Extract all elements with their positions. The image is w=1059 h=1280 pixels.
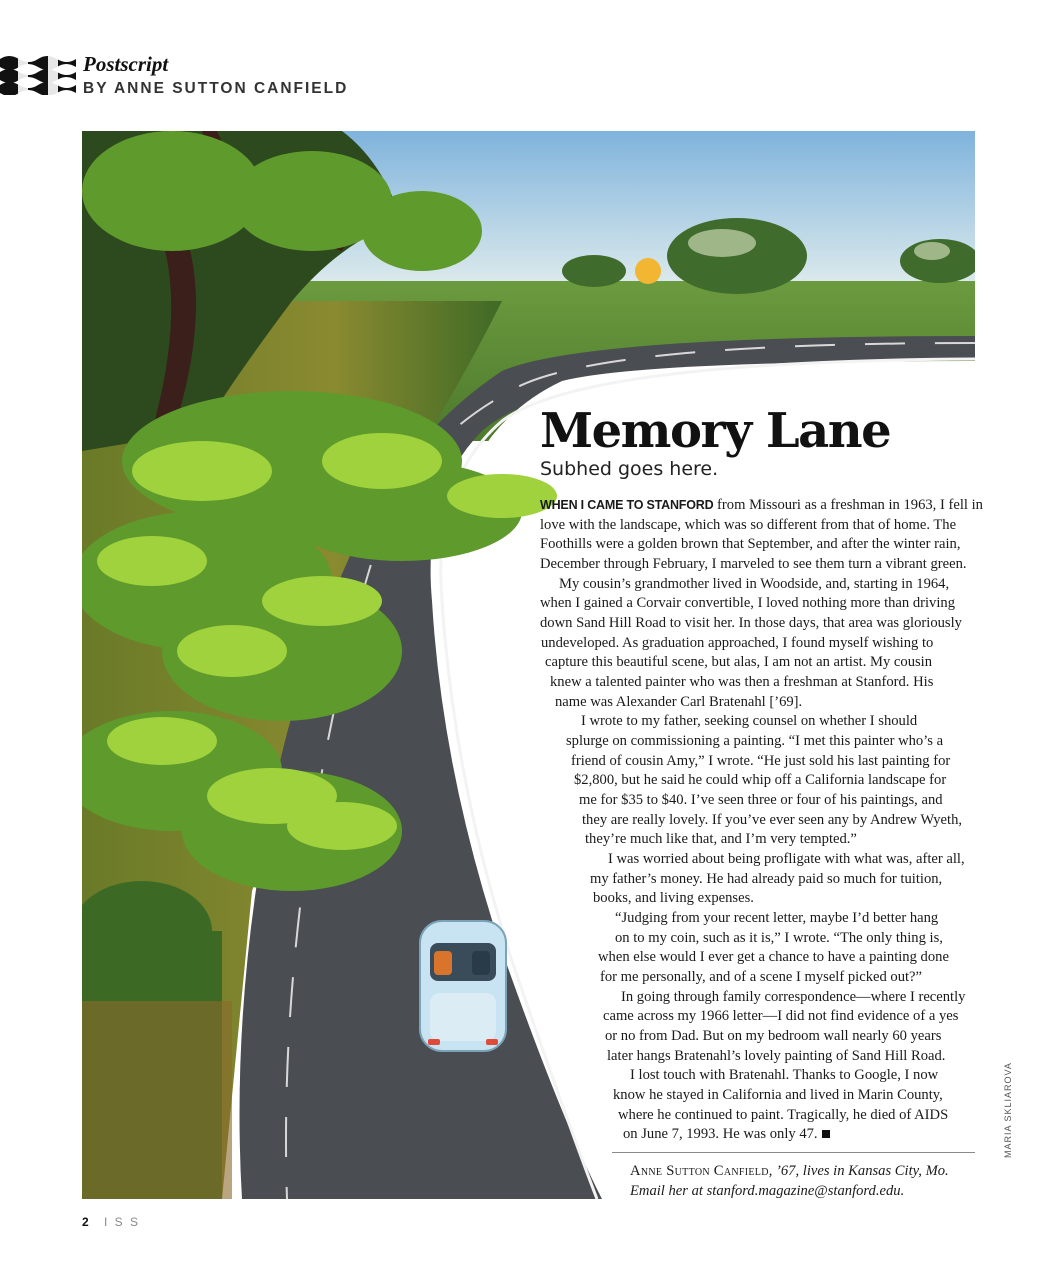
body-line: when I gained a Corvair convertible, I loved nothing more than driving (540, 595, 955, 611)
body-line: undeveloped. As graduation approached, I found myself wishing to (541, 635, 934, 651)
end-mark-icon (822, 1130, 830, 1138)
body-line: down Sand Hill Road to visit her. In those days, that area was gloriously (540, 615, 962, 631)
lead-in: WHEN I CAME TO STANFORD (540, 498, 714, 512)
body-line: where he continued to paint. Tragically, he died of AIDS (618, 1107, 949, 1123)
body-line: when else would I ever get a chance to have a painting done (598, 949, 949, 965)
illustration-credit: MARIA SKLIAROVA (1003, 1062, 1013, 1158)
body-line: I lost touch with Bratenahl. Thanks to Google, I now (630, 1067, 939, 1083)
body-line: In going through family correspondence—where I recently (621, 989, 966, 1005)
bio-divider (612, 1152, 975, 1153)
body-line: on June 7, 1993. He was only 47. (623, 1125, 830, 1145)
body-line: capture this beautiful scene, but alas, I am not an artist. My cousin (545, 654, 933, 670)
author-bio: Anne Sutton Canfield, ’67, lives in Kansas City, Mo. (630, 1163, 949, 1179)
body-line: later hangs Bratenahl’s lovely painting of Sand Hill Road. (607, 1048, 946, 1064)
body-line: My cousin’s grandmother lived in Woodside, and, starting in 1964, (559, 576, 950, 592)
body-line: me for $35 to $40. I’ve seen three or four of his paintings, and (579, 792, 943, 808)
author-email-line: Email her at stanford.magazine@stanford.edu. (630, 1183, 905, 1199)
body-line: WHEN I CAME TO STANFORD from Missouri as a freshman in 1963, I fell in (540, 497, 983, 513)
body-line: they’re much like that, and I’m very tempted.” (585, 831, 857, 847)
body-line: splurge on commissioning a painting. “I met this painter who’s a (566, 733, 944, 749)
body-line: they are really lovely. If you’ve ever seen any by Andrew Wyeth, (582, 812, 963, 828)
issue-mark: I S S (104, 1215, 141, 1229)
body-line: friend of cousin Amy,” I wrote. “He just sold his last painting for (571, 753, 951, 769)
body-line: know he stayed in California and lived in Marin County, (613, 1087, 943, 1103)
body-line: knew a talented painter who was then a freshman at Stanford. His (550, 674, 934, 690)
body-line: love with the landscape, which was so different from that of home. The (540, 517, 957, 533)
body-line: December through February, I marveled to see them turn a vibrant green. (540, 556, 967, 572)
article-subhed: Subhed goes here. (540, 458, 719, 480)
page-number: 2 (82, 1215, 89, 1229)
body-line: my father’s money. He had already paid so much for tuition, (590, 871, 943, 887)
body-line: I wrote to my father, seeking counsel on whether I should (581, 713, 918, 729)
body-line: Foothills were a golden brown that September, and after the winter rain, (540, 536, 961, 552)
author-name: Anne Sutton Canfield (630, 1163, 769, 1179)
body-line: I was worried about being profligate with what was, after all, (608, 851, 965, 867)
body-line: on to my coin, such as it is,” I wrote. “The only thing is, (615, 930, 943, 946)
body-line: $2,800, but he said he could whip off a California landscape for (574, 772, 947, 788)
body-line: “Judging from your recent letter, maybe I’d better hang (615, 910, 939, 926)
byline: BY ANNE SUTTON CANFIELD (83, 80, 349, 97)
article-title: Memory Lane (540, 403, 891, 459)
body-line: for me personally, and of a scene I myself picked out?” (600, 969, 923, 985)
checkered-flag-logo-icon (0, 55, 76, 95)
section-title: Postscript (83, 52, 169, 76)
body-line: books, and living expenses. (593, 890, 754, 906)
body-line: or no from Dad. But on my bedroom wall nearly 60 years (605, 1028, 942, 1044)
body-line: came across my 1966 letter—I did not find evidence of a yes (603, 1008, 959, 1024)
body-line: name was Alexander Carl Bratenahl [’69]. (555, 694, 803, 710)
